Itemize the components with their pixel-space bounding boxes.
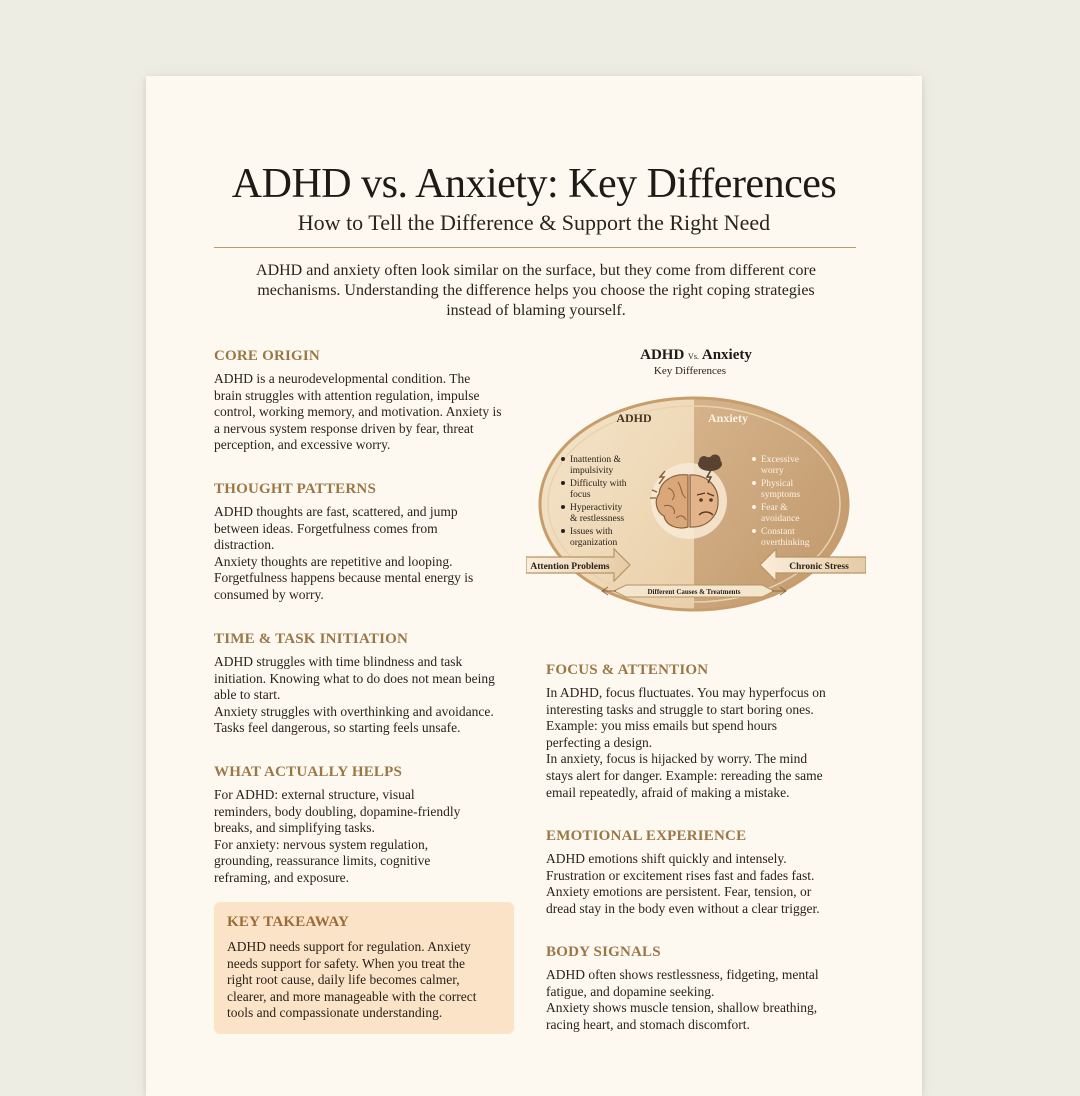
section-line: perception, and excessive worry.	[214, 437, 391, 453]
different-causes-label: Different Causes & Treatments	[647, 588, 741, 596]
section-time-task-initiation	[214, 631, 534, 737]
section-emotional-experience	[546, 828, 866, 917]
section-line: In anxiety, focus is hijacked by worry. The mind	[546, 751, 808, 767]
anxiety-half-label: Anxiety	[708, 411, 748, 425]
anxiety-trait: Constant	[761, 527, 795, 537]
section-what-actually-helps	[214, 764, 534, 887]
section-heading: THOUGHT PATTERNS	[214, 481, 376, 497]
diagram-title-vs: Vs.	[688, 352, 699, 361]
diagram-subtitle: Key Differences	[653, 365, 727, 377]
title-divider	[214, 247, 856, 248]
section-line: control, working memory, and motivation. Anxiety is	[214, 404, 502, 420]
section-line: ADHD often shows restlessness, fidgeting, mental	[546, 967, 819, 982]
section-line: For anxiety: nervous system regulation,	[214, 836, 429, 852]
anxiety-trait: overthinking	[761, 538, 810, 548]
takeaway-line: ADHD needs support for regulation. Anxiety	[227, 939, 471, 954]
section-line: Anxiety struggles with overthinking and avoidance.	[214, 703, 494, 719]
adhd-trait: impulsivity	[570, 466, 614, 476]
page-title: ADHD vs. Anxiety: Key Differences	[231, 161, 837, 207]
section-line: For ADHD: external structure, visual	[214, 787, 415, 802]
section-line: initiation. Knowing what to do does not mean being	[214, 670, 495, 686]
section-line: Tasks feel dangerous, so starting feels unsafe.	[214, 720, 461, 736]
adhd-trait: Issues with	[570, 527, 613, 537]
section-heading: TIME & TASK INITIATION	[214, 631, 409, 647]
key-takeaway-box	[214, 902, 514, 1034]
anxiety-trait: worry	[761, 466, 784, 476]
section-line: brain struggles with attention regulation, impulse	[214, 387, 480, 403]
section-line: Anxiety emotions are persistent. Fear, tension, or	[546, 884, 812, 900]
section-line: interesting tasks and struggle to start boring ones.	[546, 701, 814, 717]
adhd-half-label: ADHD	[616, 411, 652, 425]
adhd-trait: Hyperactivity	[570, 503, 623, 513]
section-line: stays alert for danger. Example: rereading the same	[546, 767, 823, 783]
anxiety-trait: Excessive	[761, 455, 799, 465]
intro-line: instead of blaming yourself.	[446, 302, 626, 319]
section-thought-patterns	[214, 481, 534, 604]
section-line: between ideas. Forgetfulness comes from	[214, 520, 438, 536]
svg-text:ADHD Vs. Anxiety	[640, 347, 752, 363]
section-core-origin	[214, 348, 534, 454]
takeaway-heading: KEY TAKEAWAY	[227, 914, 350, 930]
intro-line: mechanisms. Understanding the difference helps you choose the right coping strategies	[257, 282, 815, 299]
adhd-trait: organization	[570, 538, 618, 548]
section-line: consumed by worry.	[214, 586, 324, 602]
takeaway-line: right root cause, daily life becomes calmer,	[227, 972, 460, 988]
intro-paragraph	[206, 261, 866, 321]
section-focus-attention	[546, 662, 866, 801]
chronic-stress-label: Chronic Stress	[789, 562, 849, 572]
section-line: a nervous system response driven by fear, threat	[214, 420, 474, 436]
page-subtitle: How to Tell the Difference & Support the Right Need	[297, 210, 771, 235]
adhd-anxiety-diagram	[526, 340, 866, 630]
section-line: perfecting a design.	[546, 734, 653, 750]
adhd-trait: Inattention &	[570, 455, 621, 465]
section-line: email repeatedly, afraid of making a mistake.	[546, 784, 790, 800]
adhd-trait: & restlessness	[570, 514, 625, 524]
section-line: reframing, and exposure.	[214, 869, 349, 885]
adhd-trait: focus	[570, 490, 591, 500]
section-line: ADHD is a neurodevelopmental condition. The	[214, 371, 471, 386]
section-line: grounding, reassurance limits, cognitive	[214, 853, 431, 869]
anxiety-trait: Fear &	[761, 503, 788, 513]
section-line: ADHD thoughts are fast, scattered, and jump	[214, 504, 458, 519]
section-line: dread stay in the body even without a clear trigger.	[546, 900, 820, 916]
diagram-title-left: ADHD	[640, 347, 685, 363]
adhd-trait: Difficulty with	[570, 479, 627, 489]
section-line: distraction.	[214, 537, 275, 553]
attention-problems-label: Attention Problems	[530, 562, 610, 572]
anxiety-trait: avoidance	[761, 514, 800, 524]
section-heading: EMOTIONAL EXPERIENCE	[546, 828, 747, 844]
section-line: Frustration or excitement rises fast and fades fast.	[546, 867, 815, 883]
section-line: In ADHD, focus fluctuates. You may hyperfocus on	[546, 685, 826, 700]
section-line: racing heart, and stomach discomfort.	[546, 1016, 750, 1032]
takeaway-line: tools and compassionate understanding.	[227, 1005, 443, 1021]
section-heading: BODY SIGNALS	[546, 944, 661, 960]
section-line: ADHD emotions shift quickly and intensely.	[546, 851, 787, 866]
section-line: reminders, body doubling, dopamine-friendly	[214, 803, 461, 819]
takeaway-line: clearer, and more manageable with the correct	[227, 988, 477, 1004]
section-line: Forgetfulness happens because mental energy is	[214, 570, 474, 586]
section-line: Anxiety thoughts are repetitive and looping.	[214, 553, 453, 569]
section-heading: FOCUS & ATTENTION	[546, 662, 709, 678]
intro-line: ADHD and anxiety often look similar on the surface, but they come from different core	[256, 262, 816, 279]
different-causes-banner	[602, 585, 786, 597]
diagram-title-right: Anxiety	[701, 347, 752, 363]
anxiety-trait: symptoms	[761, 490, 801, 500]
anxiety-trait: Physical	[761, 479, 794, 489]
section-heading: CORE ORIGIN	[214, 348, 320, 364]
section-body-signals	[546, 944, 866, 1033]
document-sheet	[146, 76, 922, 1096]
section-line: ADHD struggles with time blindness and task	[214, 654, 463, 669]
takeaway-line: needs support for safety. When you treat the	[227, 955, 466, 971]
section-line: Anxiety shows muscle tension, shallow breathing,	[546, 1000, 818, 1016]
section-line: Example: you miss emails but spend hours	[546, 718, 777, 734]
section-line: able to start.	[214, 687, 281, 703]
section-line: breaks, and simplifying tasks.	[214, 820, 375, 836]
section-heading: WHAT ACTUALLY HELPS	[214, 764, 403, 780]
section-line: fatigue, and dopamine seeking.	[546, 983, 715, 999]
